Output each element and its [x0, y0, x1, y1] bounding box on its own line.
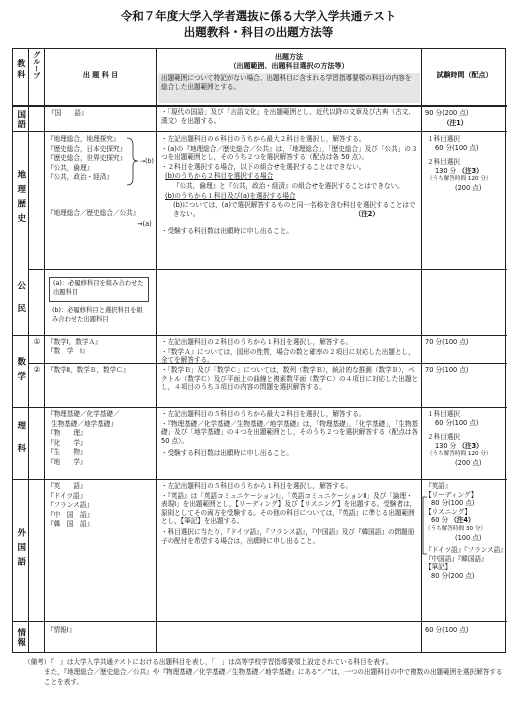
method-line: ・２科目を選択する場合，以下の組合せを選択することはできない。: [161, 162, 366, 171]
kamoku-line: 『フランス語』: [47, 501, 93, 510]
header-method: 出題方法: [275, 53, 303, 61]
chireki-kamoku-a: 『地理総合／歴史総合／公共』: [47, 209, 140, 217]
subject-joho: 情報: [15, 627, 26, 647]
method-note: （注2）: [354, 210, 379, 219]
time-line: 【筆記】: [425, 563, 452, 572]
time-line: 130 分: [435, 166, 457, 175]
remarks: [24, 657, 504, 687]
method-line: ・『物理基礎／化学基礎／生物基礎／地学基礎』は，「物理基礎」，「化学基礎」，「生物基礎」及び「地学基礎」の４つを出題範囲とし，そのうち２つを選択解答する（配点は各 50 点）。: [161, 419, 419, 445]
sugaku-g2-time: 70 分(100 点): [425, 366, 469, 374]
chireki-time: [427, 135, 505, 193]
subject-rika: 理科: [15, 420, 26, 466]
group-1: ①: [33, 338, 41, 346]
remark-line: （備考）『 』は大学入学共通テストにおける出題科目を表し，「 」は高等学校学習指導要領上設定されている科目を表す。: [24, 658, 393, 666]
time-line: （うち解答時間 30 分）: [425, 525, 487, 532]
time-note: （注3）: [458, 441, 483, 450]
chireki-kamoku-item: 『公共，倫理』: [47, 163, 94, 172]
rika-method: [161, 410, 419, 459]
time-line: ２科目選択: [427, 433, 460, 442]
legend-box-b: (b)：必履修科目と選択科目を組み合わせた出題科目: [52, 307, 143, 323]
rika-kamoku-list: [47, 410, 155, 468]
time-line: 『英語』: [425, 482, 452, 490]
arrow-a-label: →(a): [137, 220, 152, 228]
method-line: ・科目選択に当たり，『ドイツ語』，『フランス語』，『中国語』及び『韓国語』の問題冊子の配付を希望する場合は，出願時に申し出ること。: [161, 527, 415, 545]
method-line: ・受験する科目数は出願時に申し出ること。: [161, 226, 293, 235]
chireki-kamoku-item: 『公共，政治・経済』: [47, 173, 113, 182]
method-line: (b)のうちから２科目を選択する場合: [165, 172, 274, 181]
time-line: 130 分: [435, 441, 457, 450]
brace-b-label: →(b): [140, 158, 154, 165]
method-line: ・左記出題科目の６科目のうちから最大２科目を選択し，解答する。: [161, 135, 366, 143]
header-kyoka: 教科: [16, 59, 26, 81]
method-line: ・左記出題科目の５科目のうちから１科目を選択し，解答する。: [161, 482, 353, 490]
time-line: ２科目選択: [427, 158, 460, 167]
doc-title-line2: 出題教科・科目の出題方法等: [183, 25, 334, 39]
joho-time: 60 分(100 点): [425, 626, 469, 634]
gaikokugo-kamoku-list: [47, 482, 155, 530]
bracket-icon: [420, 496, 428, 556]
time-line: １科目選択: [427, 410, 460, 418]
time-note: （注3）: [458, 166, 483, 175]
method-line: ・左記出題科目の２科目のうちから１科目を選択し，解答する。: [161, 338, 353, 346]
kamoku-line: 『生 物』: [47, 448, 87, 457]
rika-time: [427, 410, 505, 468]
kokugo-time-note: （注1）: [443, 119, 468, 127]
subject-koumin: 公民: [15, 280, 26, 326]
method-line: ・『英語』は「英語コミュニケーションⅠ」，「英語コミュニケーションⅡ」及び「論理・表現Ⅰ」を出題範囲とし，【リーディング】及び【リスニング】を出題する。受験者は，原則としてその両方を受験する。その他の科目については，『英語』に準じる出題範囲とし，【筆記】を出題する。: [161, 491, 417, 526]
time-line: 60 分(100 点): [435, 143, 479, 152]
kamoku-line: 『韓 国 語』: [47, 520, 94, 529]
kokugo-kamoku: 『国 語』: [48, 109, 88, 117]
doc-title-line1: 令和７年度大学入学者選抜に係る大学入学共通テスト: [120, 9, 397, 23]
kamoku-line: 生物基礎／地学基礎』: [51, 419, 117, 428]
chireki-kamoku-item: 『地理総合，地理探究』: [47, 135, 120, 143]
kamoku-line: 『地 学』: [47, 457, 87, 466]
subject-gaikokugo: 外国語: [15, 528, 26, 572]
method-line: ・左記出題科目の５科目のうちから最大２科目を選択し，解答する。: [161, 410, 366, 418]
exam-table: [12, 48, 506, 653]
subject-sugaku: 数学: [15, 356, 26, 386]
chireki-kamoku-item: 『歴史総合，世界史探究』: [47, 154, 127, 163]
kokugo-method: ・「現代の国語」及び「言語文化」を出題範囲とし、近代以降の文章及び古典（古文、漢文）を出題する。: [161, 108, 415, 125]
kamoku-line: 『数 学 Ⅰ』: [47, 346, 89, 355]
gaikokugo-method: [161, 482, 419, 546]
time-line: (200 点): [455, 183, 482, 192]
sugaku-g2-method: ・「数学Ｂ」及び「数学Ｃ」については，数列（数学Ｂ），統計的な推測（数学Ｂ），ベクトル（数学Ｃ）及び平面上の曲線と複素数平面（数学Ｃ）の４項目に対応した出題とし，４項目のうち３項目の内容の問題を選択解答する。: [161, 366, 419, 392]
kokugo-time: 90 分(200 点): [425, 109, 469, 117]
time-line: (100 点): [455, 533, 482, 542]
kamoku-line: 『物理基礎／化学基礎／: [47, 410, 120, 418]
chireki-kamoku-item: 『歴史総合，日本史探究』: [47, 144, 127, 153]
method-line: 『公共，倫理』と『公共，政治・経済』の組合せを選択することはできない。: [173, 181, 404, 190]
time-line: １科目選択: [427, 135, 460, 143]
method-line: (b)のうちから１科目及び(a)を選択する場合: [165, 191, 296, 200]
time-line: （うち解答時間 120 分）: [427, 451, 492, 458]
kamoku-line: 『化 学』: [47, 438, 87, 447]
sugaku-g1-method: [161, 338, 419, 366]
kamoku-line: 『中 国 語』: [47, 510, 94, 519]
time-line: 【リスニング】: [425, 507, 472, 516]
gaikokugo-time: [425, 482, 505, 581]
time-line: 60 分: [431, 516, 449, 525]
method-line: ・受験する科目数は出願時に申し出ること。: [161, 449, 293, 458]
header-group: グループ: [32, 51, 41, 79]
kamoku-line: 『ドイツ語』: [47, 491, 87, 500]
time-line: (200 点): [455, 458, 482, 467]
kamoku-line: 『英 語』: [47, 482, 87, 490]
header-method-note: 出題範囲について特記がない場合、出題科目に含まれる学習指導要領の科目の内容を総合した出題範囲とする。: [158, 73, 420, 103]
sugaku-g2-kamoku: 『数学Ⅱ，数学Ｂ，数学Ｃ』: [47, 366, 130, 374]
subject-kokugo: 国語: [15, 109, 26, 129]
kamoku-line: 『数学Ⅰ，数学Ａ』: [47, 338, 102, 346]
time-line: 80 分(100 点): [431, 499, 475, 508]
chireki-method: [161, 135, 419, 237]
time-line: 60 分(100 点): [435, 418, 479, 427]
time-note: （注4）: [450, 516, 475, 525]
group-2: ②: [33, 366, 41, 374]
sugaku-g1-time: 70 分(100 点): [425, 338, 469, 346]
method-line: (b)については，(a)で選択解答するものと同一名称を含む科目を選択することはできない。: [173, 201, 416, 218]
header-kamoku: 出 題 科 目: [82, 71, 119, 79]
time-line: 80 分(200 点): [431, 571, 475, 580]
joho-kamoku: 『情報Ⅰ』: [47, 626, 76, 634]
subject-chireki: 地理歴史: [15, 170, 26, 228]
time-line: 【リーディング】: [425, 490, 478, 499]
kamoku-line: 『物 理』: [47, 429, 87, 438]
method-line: ・(a)の『地理総合／歴史総合／公共』は，「地理総合」，「歴史総合」及び「公共」の３つを出題範囲とし，そのうち２つを選択解答する（配点は各 50 点）。: [161, 144, 418, 162]
header-method-sub: （出題範囲、出題科目選択の方法等）: [229, 62, 349, 70]
header-time: 試験時間（配点）: [436, 71, 493, 79]
method-line: ・『数学Ａ』については，図形の性質，場合の数と確率の２項目に対応した出題とし，全てを解答する。: [161, 347, 415, 365]
sugaku-g1-kamoku: [47, 338, 155, 355]
time-line: （うち解答時間 120 分）: [427, 176, 492, 183]
time-line: 『ドイツ語』『フランス語』『中国語』『韓国語』: [425, 546, 504, 563]
legend-box-a: (a)：必履修科目を組み合わせた出題科目: [49, 277, 149, 302]
remark-line: また，『地理総合／歴史総合／公共』や『物理基礎／化学基礎／生物基礎／地学基礎』にある“／”は，一つの出題科目の中で複数の出題範囲を選択解答することを表す。: [44, 668, 503, 686]
